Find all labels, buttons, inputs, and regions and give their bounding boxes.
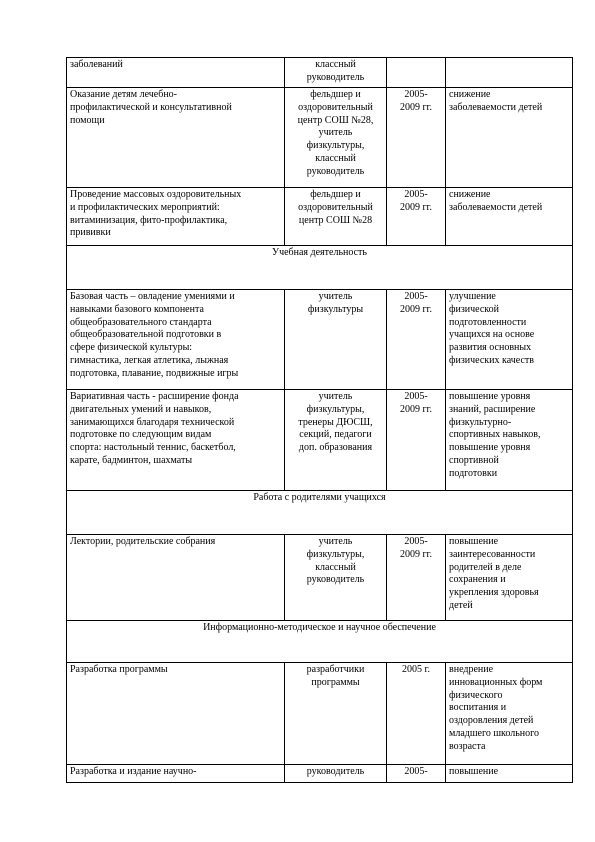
- result-cell: повышение заинтересованности родителей в деле сохранения и укрепления здоровья детей: [446, 535, 573, 621]
- result-cell: внедрение инновационных форм физического воспитания и оздоровления детей младшего школьного возраста: [446, 663, 573, 765]
- period-cell: 2005- 2009 гг.: [387, 88, 446, 188]
- result-cell: снижение заболеваемости детей: [446, 188, 573, 246]
- section-header-row: [67, 246, 573, 290]
- period-cell: 2005- 2009 гг.: [387, 188, 446, 246]
- result-cell: [446, 58, 573, 88]
- activity-cell: Разработка программы: [67, 663, 285, 765]
- responsible-cell: фельдшер и оздоровительный центр СОШ №28, учитель физкультуры, классный руководитель: [285, 88, 387, 188]
- section-title: Учебная деятельность: [67, 246, 573, 290]
- table-row: [67, 58, 573, 88]
- section-header-row: [67, 621, 573, 663]
- period-cell: 2005-: [387, 765, 446, 783]
- result-cell: повышение уровня знаний, расширение физкультурно- спортивных навыков, повышение уровня спортивной подготовки: [446, 390, 573, 491]
- result-cell: повышение: [446, 765, 573, 783]
- activity-cell: заболеваний: [67, 58, 285, 88]
- period-cell: [387, 58, 446, 88]
- table-row: [67, 390, 573, 491]
- activity-cell: Вариативная часть - расширение фонда двигательных умений и навыков, занимающихся благодаря технической подготовке по следующим видам спорта: настольный теннис, баскетбол, карате, бадминтон, шахматы: [67, 390, 285, 491]
- section-title: Работа с родителями учащихся: [67, 491, 573, 535]
- table-row: [67, 88, 573, 188]
- table-row: [67, 663, 573, 765]
- period-cell: 2005- 2009 гг.: [387, 290, 446, 390]
- table-row: [67, 765, 573, 783]
- responsible-cell: учитель физкультуры, тренеры ДЮСШ, секций, педагоги доп. образования: [285, 390, 387, 491]
- table-row: [67, 188, 573, 246]
- activity-cell: Проведение массовых оздоровительных и профилактических мероприятий: витаминизация, фито-профилактика, прививки: [67, 188, 285, 246]
- responsible-cell: учитель физкультуры: [285, 290, 387, 390]
- section-header-row: [67, 491, 573, 535]
- table-row: [67, 290, 573, 390]
- activity-cell: Базовая часть – овладение умениями и навыками базового компонента общеобразовательного стандарта общеобразовательной подготовки в сфере физической культуры: гимнастика, легкая атлетика, лыжная подготовка, плавание, подвижные игры: [67, 290, 285, 390]
- period-cell: 2005- 2009 гг.: [387, 390, 446, 491]
- responsible-cell: учитель физкультуры, классный руководитель: [285, 535, 387, 621]
- period-cell: 2005 г.: [387, 663, 446, 765]
- responsible-cell: руководитель: [285, 765, 387, 783]
- table-row: [67, 535, 573, 621]
- result-cell: улучшение физической подготовленности учащихся на основе развития основных физических качеств: [446, 290, 573, 390]
- period-cell: 2005- 2009 гг.: [387, 535, 446, 621]
- responsible-cell: разработчики программы: [285, 663, 387, 765]
- program-activities-table: [66, 57, 573, 783]
- section-title: Информационно-методическое и научное обеспечение: [67, 621, 573, 663]
- activity-cell: Лектории, родительские собрания: [67, 535, 285, 621]
- result-cell: снижение заболеваемости детей: [446, 88, 573, 188]
- responsible-cell: фельдшер и оздоровительный центр СОШ №28: [285, 188, 387, 246]
- responsible-cell: классный руководитель: [285, 58, 387, 88]
- activity-cell: Оказание детям лечебно- профилактической и консультативной помощи: [67, 88, 285, 188]
- activity-cell: Разработка и издание научно-: [67, 765, 285, 783]
